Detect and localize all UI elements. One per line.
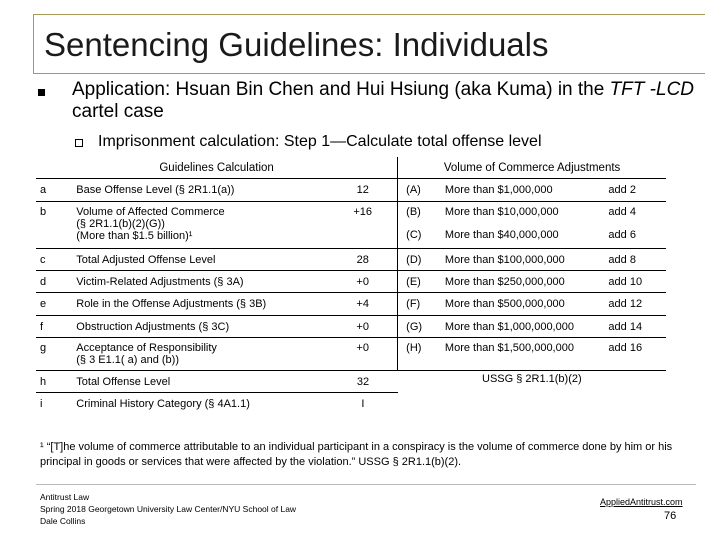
square-bullet-icon <box>38 89 45 96</box>
slide-title: Sentencing Guidelines: Individuals <box>44 26 549 63</box>
table-row: c Total Adjusted Offense Level 28 (D) More than $100,000,000 add 8 <box>36 249 666 271</box>
table-row: a Base Offense Level (§ 2R1.1(a)) 12 (A) More than $1,000,000 add 2 <box>36 179 666 202</box>
table-row: i Criminal History Category (§ 4A1.1) I <box>36 393 666 415</box>
course-term: Spring 2018 Georgetown University Law Center/NYU School of Law <box>40 504 297 514</box>
application-text: Application: Hsuan Bin Chen and Hui Hsiung (aka Kuma) in the TFT -LCD cartel case <box>72 79 695 122</box>
table-row: f Obstruction Adjustments (§ 3C) +0 (G) More than $1,000,000,000 add 14 <box>36 316 666 338</box>
hollow-square-bullet-icon <box>75 139 83 147</box>
table-row: e Role in the Offense Adjustments (§ 3B) +4 (F) More than $500,000,000 add 12 <box>36 293 666 316</box>
website-link[interactable]: AppliedAntitrust.com <box>600 497 683 507</box>
footnote: ¹ “[T]he volume of commerce attributable to an individual participant in a conspiracy is the volume of commerce done by him or his principal in goods or services that were affected by the violation.” USSG § 2R1.1(b)(2). <box>40 441 673 468</box>
ussg-note: USSG § 2R1.1(b)(2) <box>398 371 666 415</box>
volume-header: Volume of Commerce Adjustments <box>398 157 666 179</box>
guidelines-table <box>36 157 666 415</box>
top-rule <box>33 14 705 15</box>
title-rule <box>33 73 705 74</box>
guidelines-header: Guidelines Calculation <box>36 157 398 179</box>
table-row: d Victim-Related Adjustments (§ 3A) +0 (E) More than $250,000,000 add 10 <box>36 271 666 293</box>
table-row: g Acceptance of Responsibility (§ 3 E1.1( a) and (b)) +0 (H) More than $1,500,000,000 add 16 <box>36 338 666 371</box>
author-name: Dale Collins <box>40 516 86 526</box>
table-row: h Total Offense Level 32 USSG § 2R1.1(b)(2) <box>36 371 666 393</box>
step-heading: Imprisonment calculation: Step 1—Calculate total offense level <box>98 133 542 150</box>
table-header-row <box>36 157 666 179</box>
page-number: 76 <box>664 510 677 522</box>
course-name: Antitrust Law <box>40 492 90 502</box>
corner-rule <box>33 14 34 74</box>
footer-credits <box>40 491 296 527</box>
case-name: TFT -LCD <box>609 79 695 100</box>
table-row: b Volume of Affected Commerce (§ 2R1.1(b)(2)(G)) (More than $1.5 billion)¹ +16 (B) (C) More than $10,000,000 More than $40,000,000 add 4 add 6 <box>36 202 666 249</box>
footer-rule <box>36 484 696 485</box>
